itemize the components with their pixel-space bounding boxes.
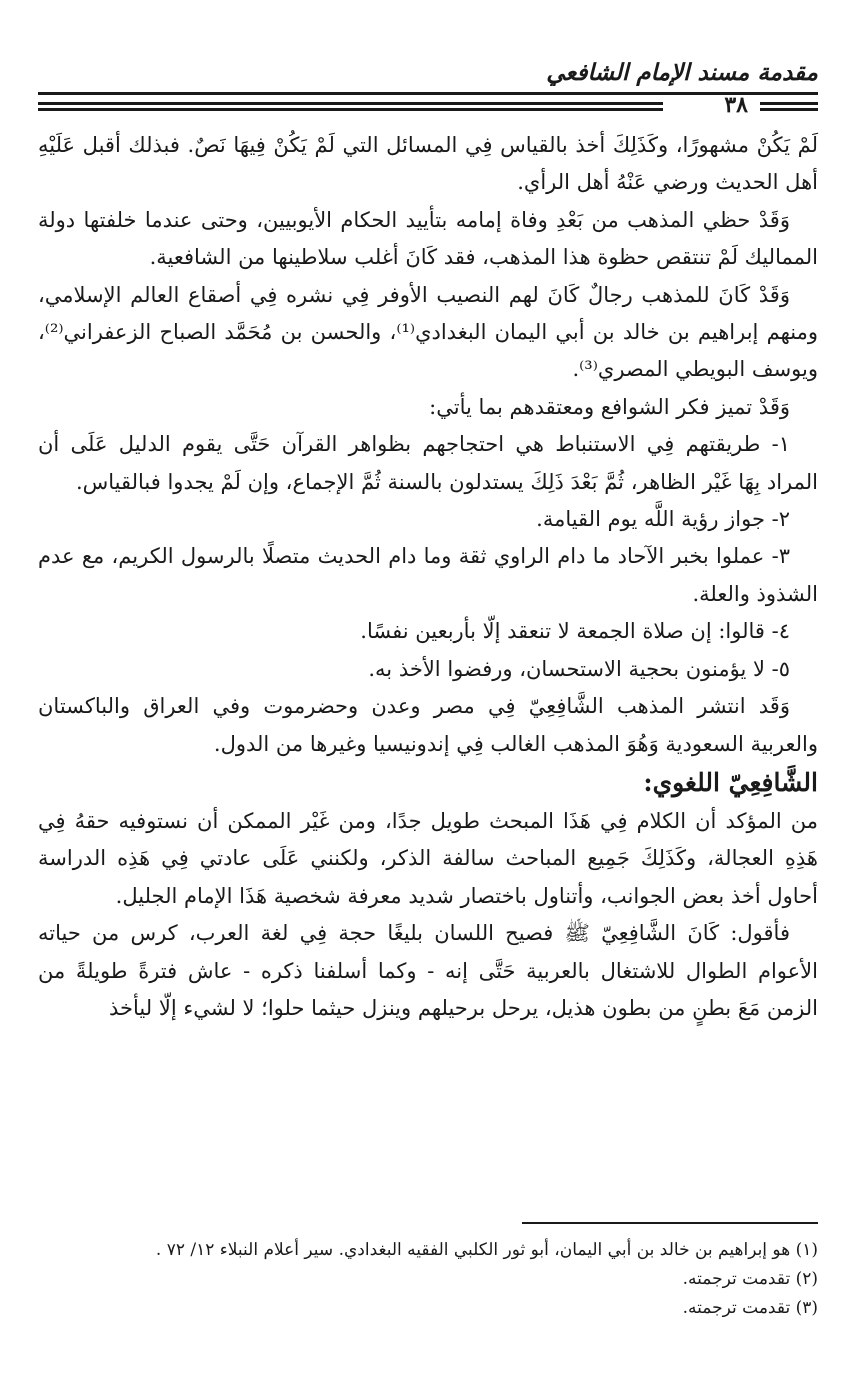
paragraph: لَمْ يَكُنْ مشهورًا، وكَذَلِكَ أخذ بالقياس فِي المسائل التي لَمْ يَكُنْ فِيهَا نَصٌ. فبذلك أقبل عَلَيْهِ أهل الحديث ورضي عَنْهُ أهل الرأي.	[38, 133, 818, 195]
header-rule-right-top	[760, 102, 818, 105]
paragraph: من المؤكد أن الكلام فِي هَذَا المبحث طويل جدًا، ومن غَيْر الممكن أن نستوفيه حقهُ فِي هَذِهِ العجالة، وكَذَلِكَ جَمِيع المباحث سالفة الذكر، ولكنني عَلَى عادتي فِي هَذِه الدراسة أحاول أخذ بعض الجوانب، وأتناول باختصار شديد معرفة شخصية هَذَا الإمام الجليل.	[38, 808, 818, 908]
header-rule-left-bottom	[38, 108, 663, 111]
header-rule-right-bottom	[760, 108, 818, 111]
list-item: ٥- لا يؤمنون بحجية الاستحسان، ورفضوا الأخذ به.	[368, 656, 790, 681]
paragraph: فأقول: كَانَ الشَّافِعِيّ ﷺ فصيح اللسان بليغًا حجة فِي لغة العرب، كرس من حياته الأعوام الطوال للاشتغال بالعربية حَتَّى إنه - وكما أسلفنا ذكره - عاش فترةً طويلةً من الزمن مَعَ بطنٍ من بطون هذيل، يرحل برحيلهم وينزل حيثما حلوا؛ لا لشيء إلّا ليأخذ	[38, 921, 818, 1020]
footnote: (٣) تقدمت ترجمته.	[682, 1298, 818, 1318]
page-number: ٣٨	[724, 92, 748, 118]
footnotes	[38, 1236, 818, 1323]
paragraph: وَقَدْ حظي المذهب من بَعْدِ وفاة إمامه بتأييد الحكام الأيوبيين، وحتى عندما خلفتها دولة المماليك لَمْ تنتقص حظوة هذا المذهب، فقد كَانَ أغلب سلاطينها من الشافعية.	[38, 207, 818, 270]
section-heading: الشَّافِعِيّ اللغوي:	[643, 767, 818, 797]
list-item: ٤- قالوا: إن صلاة الجمعة لا تنعقد إلّا بأربعين نفسًا.	[360, 619, 790, 644]
header-ornament-row	[38, 92, 818, 118]
footnote: (١) هو إبراهيم بن خالد بن أبي اليمان، أبو ثور الكلبي الفقيه البغدادي. سير أعلام النبلاء ١٢/ ٧٢ .	[155, 1240, 818, 1260]
header-rule-left-top	[38, 102, 663, 105]
list-item: ٢- جواز رؤية اللَّه يوم القيامة.	[536, 507, 790, 532]
paragraph: وَقَد انتشر المذهب الشَّافِعِيّ فِي مصر وعدن وحضرموت وفي العراق والباكستان والعربية السعودية وَهُوَ المذهب الغالب فِي إندونيسيا وغيرها من الدول.	[38, 694, 818, 756]
main-text	[38, 127, 818, 1027]
running-title: مقدمة مسند الإمام الشافعي	[546, 59, 818, 86]
footnote: (٢) تقدمت ترجمته.	[682, 1269, 818, 1289]
paragraph: وَقَدْ كَانَ للمذهب رجالٌ كَانَ لهم النصيب الأوفر فِي نشره فِي أصقاع العالم الإسلامي، ومنهم إبراهيم بن خالد بن أبي اليمان البغدادي⁽¹⁾، والحسن بن مُحَمَّد الصباح الزعفراني⁽²⁾، ويوسف البويطي المصري⁽³⁾.	[38, 282, 818, 382]
list-item: ٣- عملوا بخبر الآحاد ما دام الراوي ثقة وما دام الحديث متصلًا بالرسول الكريم، مع عدم الشذوذ والعلة.	[38, 544, 818, 606]
list-item: ١- طريقتهم فِي الاستنباط هي احتجاجهم بظواهر القرآن حَتَّى يقوم الدليل عَلَى أن المراد بِهَا غَيْر الظاهر، ثُمَّ بَعْدَ ذَلِكَ يستدلون بالسنة ثُمَّ الإجماع، وإن لَمْ يجدوا فبالقياس.	[38, 432, 818, 494]
footnote-separator	[522, 1222, 818, 1224]
header-rule	[38, 92, 818, 95]
paragraph: وَقَدْ تميز فكر الشوافع ومعتقدهم بما يأتي:	[429, 394, 790, 419]
